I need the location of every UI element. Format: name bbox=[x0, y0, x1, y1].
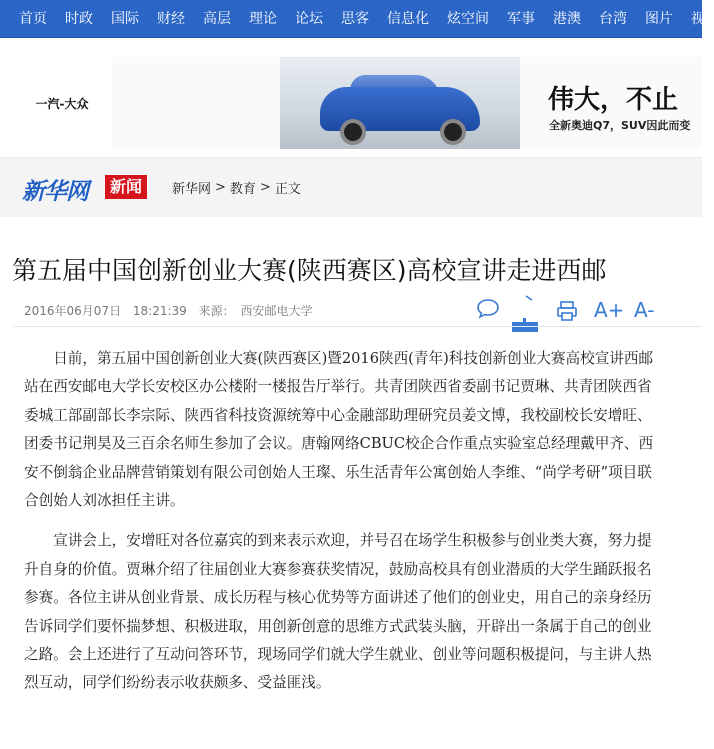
nav-item bbox=[56, 0, 102, 38]
ad-subline: 全新奥迪Q7，SUV因此而变 bbox=[549, 119, 691, 132]
news-badge[interactable]: 新闻 bbox=[105, 175, 147, 199]
nav-link[interactable]: 军事 bbox=[507, 11, 535, 27]
nav-item bbox=[10, 0, 56, 38]
nav-item bbox=[148, 0, 194, 38]
nav-item bbox=[378, 0, 438, 38]
nav-item bbox=[590, 0, 636, 38]
nav-link[interactable]: 财经 bbox=[157, 11, 185, 27]
source-label: 来源： bbox=[198, 304, 235, 318]
nav-item bbox=[438, 0, 498, 38]
nav-link[interactable]: 港澳 bbox=[553, 11, 581, 27]
article-meta bbox=[24, 302, 321, 319]
car-wheel-front bbox=[340, 119, 366, 145]
print-icon[interactable] bbox=[556, 300, 578, 327]
nav-item bbox=[636, 0, 682, 38]
nav-item bbox=[240, 0, 286, 38]
article-source: 西安邮电大学 bbox=[240, 304, 313, 318]
ad-brand-text: 一汽-大众 bbox=[35, 96, 89, 111]
nav-link[interactable]: 国际 bbox=[111, 11, 139, 27]
nav-item bbox=[682, 0, 714, 38]
nav-link[interactable]: 首页 bbox=[19, 11, 47, 27]
meta-divider bbox=[14, 326, 702, 327]
car-wheel-rear bbox=[440, 119, 466, 145]
nav-item bbox=[332, 0, 378, 38]
nav-link[interactable]: 时政 bbox=[65, 11, 93, 27]
breadcrumb bbox=[172, 178, 301, 197]
ad-banner[interactable] bbox=[12, 57, 702, 149]
breadcrumb-separator: > bbox=[215, 180, 226, 195]
nav-item bbox=[544, 0, 590, 38]
nav-link[interactable]: 台湾 bbox=[599, 11, 627, 27]
breadcrumb-current: 正文 bbox=[274, 182, 301, 197]
nav-list bbox=[0, 0, 705, 38]
article-tools bbox=[474, 296, 664, 336]
nav-link[interactable]: 理论 bbox=[249, 11, 277, 27]
nav-item bbox=[498, 0, 544, 38]
breadcrumb-separator: > bbox=[259, 180, 271, 195]
site-header bbox=[0, 157, 702, 217]
ad-headline: 伟大，不止 bbox=[548, 85, 679, 115]
nav-link[interactable]: 视 bbox=[691, 11, 705, 27]
article-paragraph: 宣讲会上，安增旺对各位嘉宾的到来表示欢迎，并号召在场学生积极参与创业类大赛，努力提升自身的价值。贾琳介绍了往届创业大赛参赛获奖情况，鼓励高校具有创业潜质的大学生踊跃报名参赛。各位主讲从创业背景、成长历程与核心优势等方面讲述了他们的创业史，用自己的亲身经历告诉同学们要怀揣梦想、积极进取，用创新创意的思维方式武装头脑，开辟出一条属于自己的创业之路。会上还进行了互动问答环节，现场同学们就大学生就业、创业等问题积极提问，与主讲人热烈互动，同学们纷纷表示收获颇多、受益匪浅。 bbox=[24, 532, 652, 692]
share-icon[interactable] bbox=[512, 294, 538, 337]
nav-item bbox=[286, 0, 332, 38]
car-image bbox=[280, 57, 520, 149]
article-body bbox=[24, 345, 664, 710]
nav-link[interactable]: 炫空间 bbox=[447, 11, 489, 27]
article-title: 第五届中国创新创业大赛(陕西赛区)高校宣讲走进西邮 bbox=[12, 256, 607, 285]
article-time: 18:21:39 bbox=[132, 304, 187, 318]
nav-link[interactable]: 高层 bbox=[203, 11, 231, 27]
nav-item bbox=[194, 0, 240, 38]
nav-link[interactable]: 思客 bbox=[341, 11, 369, 27]
breadcrumb-education-link[interactable]: 教育 bbox=[229, 182, 256, 197]
breadcrumb-home-link[interactable]: 新华网 bbox=[172, 182, 212, 197]
ad-brand-logo bbox=[12, 57, 112, 149]
font-increase-button[interactable]: A+ bbox=[594, 298, 625, 322]
nav-link[interactable]: 图片 bbox=[645, 11, 673, 27]
top-navigation bbox=[0, 0, 705, 38]
font-decrease-button[interactable]: A- bbox=[634, 298, 655, 322]
article-date: 2016年06月07日 bbox=[24, 304, 122, 318]
article-paragraph: 日前，第五届中国创新创业大赛(陕西赛区)暨2016陕西(青年)科技创新创业大赛高校宣讲西邮站在西安邮电大学长安校区办公楼附一楼报告厅举行。共青团陕西省委副书记贾琳、共青团陕西省委城工部副部长李宗际、陕西省科技资源统筹中心金融部助理研究员姜文博，我校副校长安增旺、团委书记荆昊及三百余名师生参加了会议。唐翰网络CBUC校企合作重点实验室总经理戴甲齐、西安不倒翁企业品牌营销策划有限公司创始人王璨、乐生活青年公寓创始人李维、“尚学考研”项目联合创始人刘冰担任主讲。 bbox=[24, 350, 654, 510]
xinhua-logo[interactable]: 新华网 bbox=[22, 179, 88, 205]
nav-link[interactable]: 信息化 bbox=[387, 11, 429, 27]
nav-item bbox=[102, 0, 148, 38]
nav-link[interactable]: 论坛 bbox=[295, 11, 323, 27]
comment-icon[interactable] bbox=[476, 298, 500, 325]
